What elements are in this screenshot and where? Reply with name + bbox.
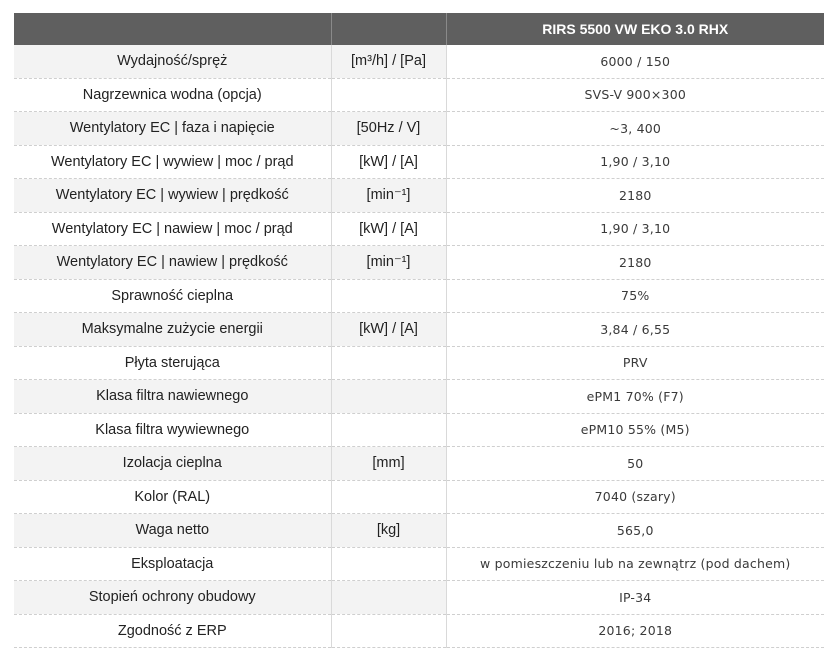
table-row xyxy=(14,413,824,447)
row-unit xyxy=(331,413,446,447)
row-label: Płyta sterująca xyxy=(14,346,331,380)
table-row xyxy=(14,112,824,146)
row-label: Wentylatory EC | faza i napięcie xyxy=(14,112,331,146)
row-value: IP-34 xyxy=(446,581,824,615)
row-value: 2016; 2018 xyxy=(446,614,824,648)
header-unit xyxy=(331,13,446,45)
row-unit xyxy=(331,547,446,581)
table-row xyxy=(14,45,824,78)
row-label: Stopień ochrony obudowy xyxy=(14,581,331,615)
row-value: w pomieszczeniu lub na zewnątrz (pod dachem) xyxy=(446,547,824,581)
table-row xyxy=(14,346,824,380)
row-value: 75% xyxy=(446,279,824,313)
row-value: 2180 xyxy=(446,246,824,280)
row-label: Waga netto xyxy=(14,514,331,548)
table-row xyxy=(14,78,824,112)
table-row xyxy=(14,380,824,414)
spec-table-body xyxy=(14,45,824,648)
row-label: Sprawność cieplna xyxy=(14,279,331,313)
row-value: ePM1 70% (F7) xyxy=(446,380,824,414)
row-label: Nagrzewnica wodna (opcja) xyxy=(14,78,331,112)
row-value: 2180 xyxy=(446,179,824,213)
row-unit xyxy=(331,614,446,648)
table-row xyxy=(14,547,824,581)
row-label: Wentylatory EC | wywiew | moc / prąd xyxy=(14,145,331,179)
table-row xyxy=(14,447,824,481)
table-row xyxy=(14,179,824,213)
row-unit xyxy=(331,480,446,514)
table-row xyxy=(14,313,824,347)
row-unit: [min⁻¹] xyxy=(331,246,446,280)
row-value: ePM10 55% (M5) xyxy=(446,413,824,447)
row-value: 1,90 / 3,10 xyxy=(446,145,824,179)
row-label: Izolacja cieplna xyxy=(14,447,331,481)
row-unit: [kW] / [A] xyxy=(331,212,446,246)
row-value: 50 xyxy=(446,447,824,481)
row-value: 3,84 / 6,55 xyxy=(446,313,824,347)
row-value: ~3, 400 xyxy=(446,112,824,146)
row-label: Wentylatory EC | wywiew | prędkość xyxy=(14,179,331,213)
row-label: Maksymalne zużycie energii xyxy=(14,313,331,347)
header-model: RIRS 5500 VW EKO 3.0 RHX xyxy=(446,13,824,45)
row-unit xyxy=(331,78,446,112)
table-row xyxy=(14,145,824,179)
row-unit: [kW] / [A] xyxy=(331,313,446,347)
row-label: Wydajność/spręż xyxy=(14,45,331,78)
row-unit: [mm] xyxy=(331,447,446,481)
row-unit xyxy=(331,380,446,414)
row-label: Wentylatory EC | nawiew | moc / prąd xyxy=(14,212,331,246)
table-row xyxy=(14,212,824,246)
row-label: Wentylatory EC | nawiew | prędkość xyxy=(14,246,331,280)
header-row xyxy=(14,13,824,45)
row-value: PRV xyxy=(446,346,824,380)
table-row xyxy=(14,246,824,280)
row-value: SVS-V 900×300 xyxy=(446,78,824,112)
row-label: Klasa filtra nawiewnego xyxy=(14,380,331,414)
row-unit: [kg] xyxy=(331,514,446,548)
row-label: Kolor (RAL) xyxy=(14,480,331,514)
row-value: 6000 / 150 xyxy=(446,45,824,78)
row-value: 7040 (szary) xyxy=(446,480,824,514)
header-parameter xyxy=(14,13,331,45)
row-unit: [min⁻¹] xyxy=(331,179,446,213)
spec-table-container xyxy=(14,13,824,648)
table-row xyxy=(14,514,824,548)
table-row xyxy=(14,581,824,615)
row-label: Klasa filtra wywiewnego xyxy=(14,413,331,447)
table-row xyxy=(14,480,824,514)
row-unit: [kW] / [A] xyxy=(331,145,446,179)
row-label: Eksploatacja xyxy=(14,547,331,581)
row-value: 1,90 / 3,10 xyxy=(446,212,824,246)
row-label: Zgodność z ERP xyxy=(14,614,331,648)
spec-table-header xyxy=(14,13,824,45)
row-unit xyxy=(331,346,446,380)
row-unit xyxy=(331,279,446,313)
row-unit xyxy=(331,581,446,615)
row-value: 565,0 xyxy=(446,514,824,548)
table-row xyxy=(14,279,824,313)
table-row xyxy=(14,614,824,648)
row-unit: [m³/h] / [Pa] xyxy=(331,45,446,78)
row-unit: [50Hz / V] xyxy=(331,112,446,146)
spec-table xyxy=(14,13,824,648)
